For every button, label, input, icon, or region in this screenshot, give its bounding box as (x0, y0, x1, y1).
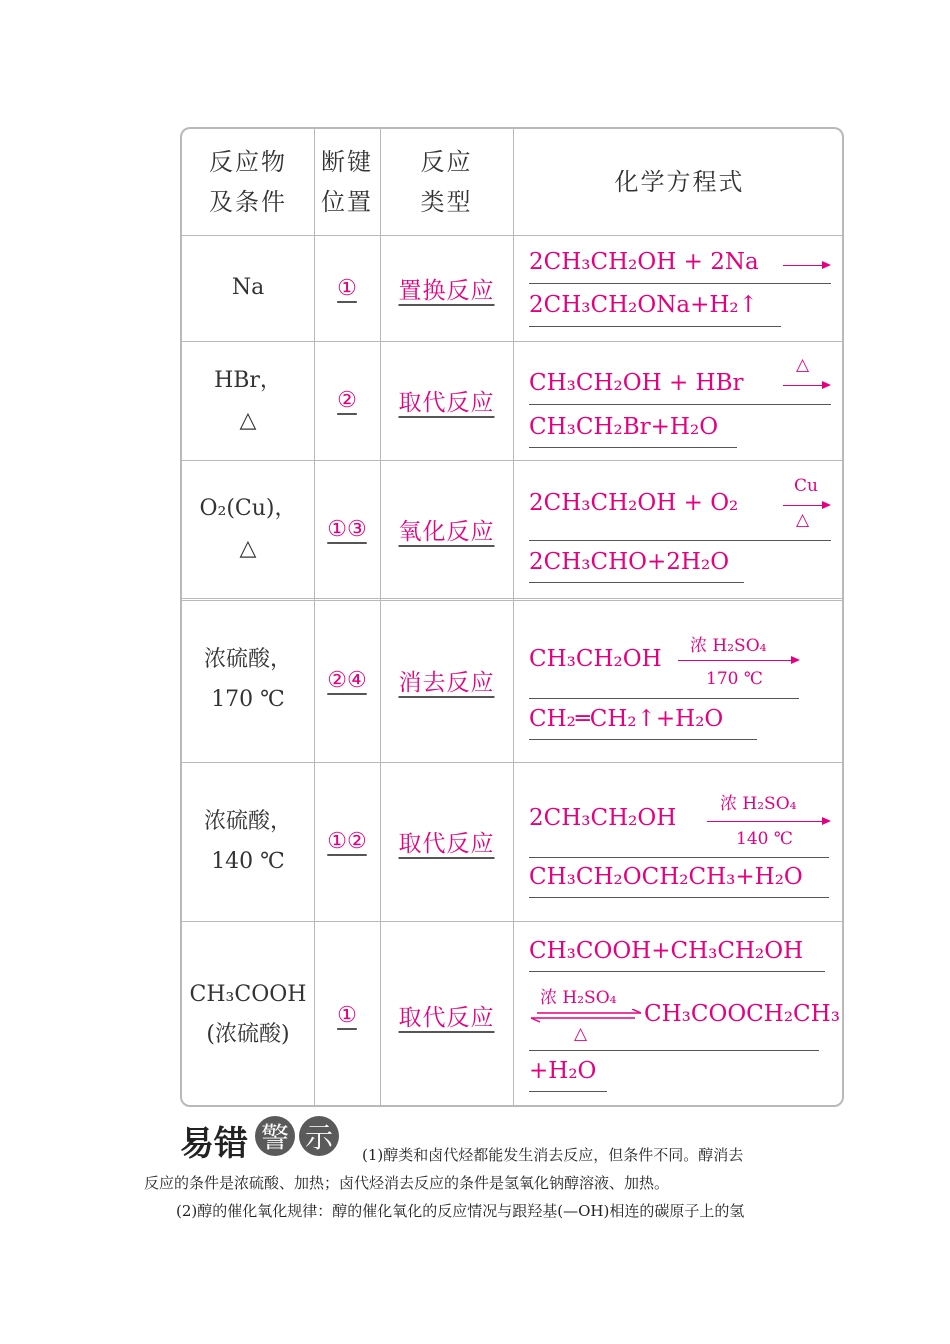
row4-position: ②④ (327, 667, 367, 693)
row4-underline (529, 698, 799, 699)
row2-type: 取代反应 (398, 390, 495, 416)
row2-position: ② (337, 388, 357, 413)
row2-underline (529, 447, 737, 448)
row3-condition-catalyst: Cu (794, 476, 818, 496)
row6-reactant: CH₃COOH (浓硫酸) (189, 982, 307, 1047)
row4-reaction-arrow (678, 660, 798, 661)
row1-equation-reactants: 2CH₃CH₂OH + 2Na (529, 249, 759, 275)
row2-reactant: HBr， △ (214, 367, 282, 433)
row6-position: ① (337, 1002, 357, 1028)
row6-condition-acid: 浓 H₂SO₄ (540, 988, 617, 1008)
row1-underline (529, 326, 781, 327)
row3-equation-products: 2CH₃CHO+2H₂O (529, 549, 730, 575)
row1-equation-products: 2CH₃CH₂ONa+H₂↑ (529, 292, 758, 318)
row6-underline (529, 1050, 819, 1051)
row2-condition: △ (796, 355, 810, 375)
row4-reactant: 浓硫酸， 170 ℃ (203, 647, 292, 712)
header-bond-position: 断键 位置 (321, 148, 373, 216)
row3-underline (529, 582, 744, 583)
header-reaction-type: 反应 类型 (420, 148, 473, 216)
row1-type: 置换反应 (398, 277, 495, 304)
row2-equation-reactants: CH₃CH₂OH + HBr (529, 370, 744, 396)
notice-badge-warn: 警 (255, 1116, 295, 1156)
row5-condition-acid: 浓 H₂SO₄ (720, 794, 797, 814)
reaction-table (180, 127, 844, 1107)
row1-underline (529, 283, 831, 284)
row5-underline (529, 897, 829, 898)
row5-equation-products: CH₃CH₂OCH₂CH₃+H₂O (529, 864, 803, 890)
row4-equation-reactants: CH₃CH₂OH (529, 646, 662, 672)
notice-line-2: 反应的条件是浓硫酸、加热；卤代烃消去反应的条件是氢氧化钠醇溶液、加热。 (144, 1174, 670, 1192)
notice-line-1: (1)醇类和卤代烃都能发生消去反应，但条件不同。醇消去 (362, 1146, 744, 1164)
row4-condition-temperature: 170 ℃ (706, 669, 763, 689)
row1-position: ① (337, 275, 357, 301)
row2-reaction-arrow (783, 385, 829, 386)
col-divider (513, 129, 514, 1105)
row5-condition-temperature: 140 ℃ (736, 829, 793, 849)
row3-type: 氧化反应 (398, 518, 495, 545)
row5-underline (529, 857, 829, 858)
notice-line-3: (2)醇的催化氧化规律：醇的催化氧化的反应情况与跟羟基(—OH)相连的碳原子上的氢 (176, 1202, 745, 1220)
row4-condition-acid: 浓 H₂SO₄ (690, 636, 767, 656)
row3-condition-heat: △ (796, 510, 810, 530)
row6-underline (529, 971, 825, 972)
row4-underline (529, 739, 757, 740)
row5-type: 取代反应 (398, 831, 495, 857)
row2-equation-products: CH₃CH₂Br+H₂O (529, 414, 719, 440)
row6-underline (529, 1091, 607, 1092)
row3-reaction-arrow (783, 505, 829, 506)
row6-condition-heat: △ (574, 1024, 588, 1044)
row3-position: ①③ (327, 516, 367, 542)
row1-reactant: Na (231, 275, 265, 300)
header-equation: 化学方程式 (614, 168, 745, 196)
row6-equation-reactants: CH₃COOH+CH₃CH₂OH (529, 938, 804, 964)
row4-equation-products: CH₂═CH₂↑+H₂O (529, 706, 724, 732)
header-reactant: 反应物 及条件 (209, 148, 287, 216)
row6-equation-ester: CH₃COOCH₂CH₃ (644, 1001, 840, 1027)
row2-underline (529, 404, 831, 405)
row3-reactant: O₂(Cu)， △ (199, 496, 297, 561)
row5-reaction-arrow (707, 821, 829, 822)
notice-title: 易错 (180, 1124, 248, 1164)
row4-type: 消去反应 (398, 669, 495, 696)
reversible-arrow-icon (529, 1009, 644, 1023)
row5-position: ①② (327, 829, 367, 854)
row6-equation-water: +H₂O (529, 1058, 597, 1084)
row5-equation-reactants: 2CH₃CH₂OH (529, 805, 677, 831)
row1-reaction-arrow (783, 265, 829, 266)
row3-underline (529, 540, 831, 541)
row5-reactant: 浓硫酸， 140 ℃ (203, 808, 292, 874)
notice-badge-show: 示 (299, 1116, 339, 1156)
row3-equation-reactants: 2CH₃CH₂OH + O₂ (529, 490, 739, 516)
row6-type: 取代反应 (398, 1004, 495, 1031)
